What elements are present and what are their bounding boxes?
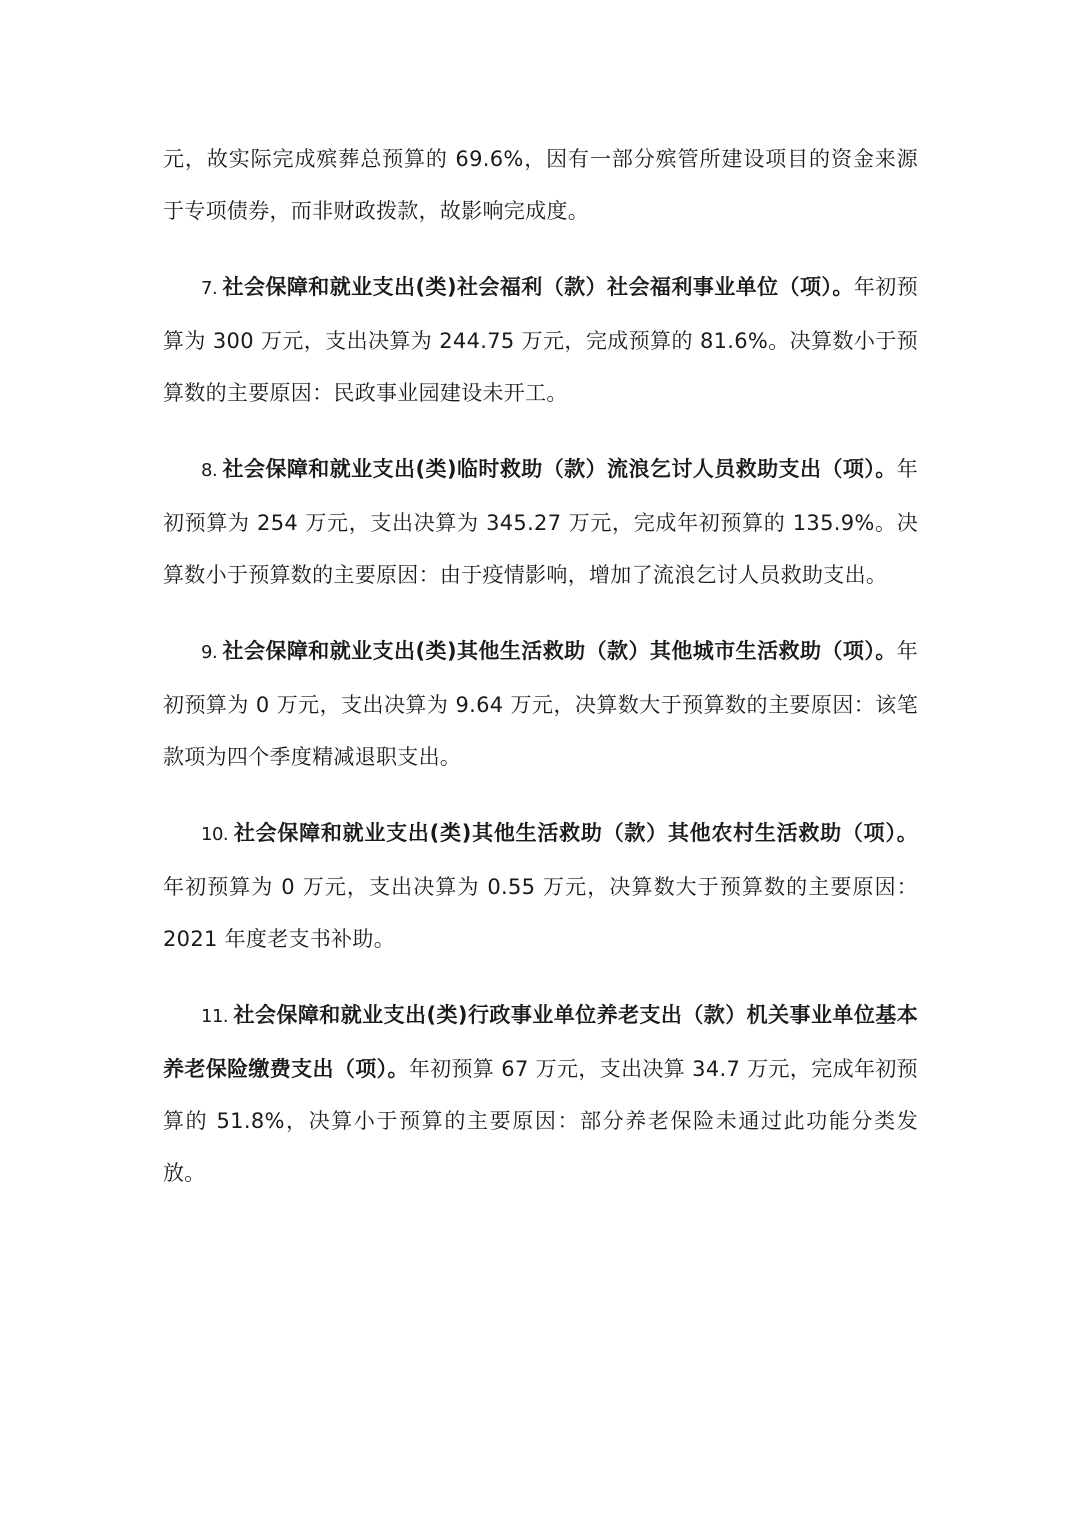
- paragraph-item-9: [163, 625, 918, 783]
- item-number: 7.: [201, 278, 223, 299]
- item-number: 9.: [201, 642, 223, 663]
- paragraph-item-7: [163, 261, 918, 419]
- document-body: [163, 133, 918, 1199]
- paragraph-item-8: [163, 443, 918, 601]
- item-heading: 社会保障和就业支出(类)其他生活救助（款）其他农村生活救助（项）。: [233, 821, 918, 845]
- item-heading: 社会保障和就业支出(类)临时救助（款）流浪乞讨人员救助支出（项）。: [222, 457, 897, 481]
- paragraph-item-11: [163, 989, 918, 1199]
- paragraph-body: 年初预算为 300 万元，支出决算为 244.75 万元，完成预算的 81.6%。决算数小于预算数的主要原因：民政事业园建设未开工。: [163, 275, 919, 405]
- item-heading: 社会保障和就业支出(类)社会福利（款）社会福利事业单位（项）。: [222, 275, 854, 299]
- paragraph-item-10: [163, 807, 918, 965]
- paragraph-body: 年初预算 67 万元，支出决算 34.7 万元，完成年初预算的 51.8%，决算小于预算的主要原因：部分养老保险未通过此功能分类发放。: [163, 1057, 918, 1185]
- item-number: 10.: [201, 824, 234, 845]
- item-heading: 社会保障和就业支出(类)行政事业单位养老支出（款）机关事业单位基本养老保险缴费支出（项）。: [163, 1003, 919, 1081]
- paragraph-continuation: [163, 133, 918, 237]
- item-number: 11.: [201, 1006, 234, 1027]
- paragraph-body: 年初预算为 0 万元，支出决算为 9.64 万元，决算数大于预算数的主要原因：该笔款项为四个季度精减退职支出。: [163, 639, 919, 769]
- item-number: 8.: [201, 460, 223, 481]
- paragraph-body: 年初预算为 0 万元，支出决算为 0.55 万元，决算数大于预算数的主要原因：2021 年度老支书补助。: [163, 875, 918, 951]
- paragraph-body: 元，故实际完成殡葬总预算的 69.6%，因有一部分殡管所建设项目的资金来源于专项债券，而非财政拨款，故影响完成度。: [163, 147, 918, 223]
- item-heading: 社会保障和就业支出(类)其他生活救助（款）其他城市生活救助（项）。: [222, 639, 897, 663]
- paragraph-body: 年初预算为 254 万元，支出决算为 345.27 万元，完成年初预算的 135.9%。决算数小于预算数的主要原因：由于疫情影响，增加了流浪乞讨人员救助支出。: [163, 457, 919, 587]
